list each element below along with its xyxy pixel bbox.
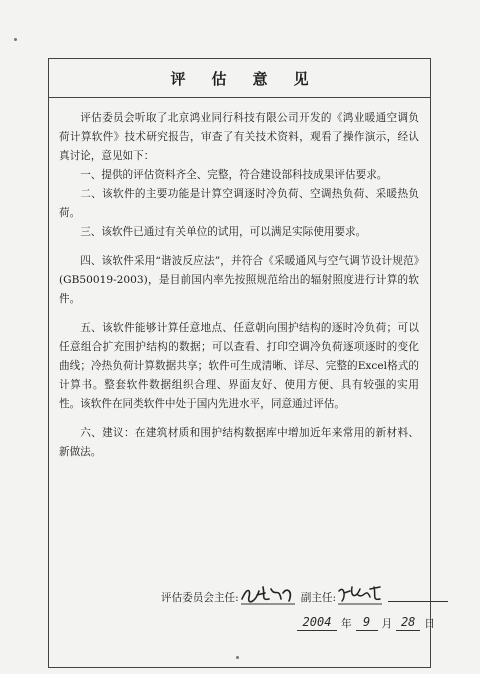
paragraph-6: 六、建议：在建筑材质和围护结构数据库中增加近年来常用的新材料、新做法。 [59, 427, 419, 458]
vice-chair-label: 副主任: [300, 592, 337, 604]
date-day-unit: 日 [424, 618, 435, 630]
signature-block [49, 571, 435, 661]
paragraph-1: 一、提供的评估资料齐全、完整，符合建设部科技成果评估要求。 [80, 169, 388, 181]
scan-speck [14, 38, 17, 41]
chair-label: 评估委员会主任: [161, 592, 239, 604]
date-day: 28 [396, 614, 420, 631]
paragraph-intro: 评估委员会听取了北京鸿业同行科技有限公司开发的《鸿业暖通空调负荷计算软件》技术研究报告，审查了有关技术资料，观看了操作演示，经认真讨论，意见如下： [59, 112, 419, 162]
paragraph-3: 三、该软件已通过有关单位的试用，可以满足实际使用要求。 [80, 226, 367, 238]
date-row [297, 609, 435, 631]
chair-signature-image [239, 583, 297, 605]
paragraph-2: 二、该软件的主要功能是计算空调逐时冷负荷、空调热负荷、采暖热负荷。 [59, 188, 419, 219]
opinion-body [59, 109, 419, 462]
document-title: 评估意见 [170, 69, 335, 88]
signature-row [161, 581, 448, 605]
signature-blank-line [388, 600, 448, 602]
date-month: 9 [356, 614, 378, 631]
date-year-unit: 年 [341, 618, 352, 630]
date-year: 2004 [297, 614, 337, 631]
title-row [49, 59, 430, 98]
date-month-unit: 月 [381, 618, 393, 630]
vice-chair-signature-image [336, 583, 384, 605]
paragraph-5: 五、该软件能够计算任意地点、任意朝向围护结构的逐时冷负荷；可以任意组合扩充围护结构的数据；可以查看、打印空调冷负荷逐项逐时的变化曲线；冷热负荷计算数据共享；软件可生成清晰、详尽、完整的Excel格式的计算书。整套软件数据组织合理、界面友好、使用方便、具有较强的实用性。该软件在同类软件中处于国内先进水平，同意通过评估。 [59, 322, 419, 410]
evaluation-form-frame [48, 58, 435, 668]
paragraph-4: 四、该软件采用“谐波反应法”，并符合《采暖通风与空气调节设计规范》(GB50019-2003)，是目前国内率先按照规范给出的辐射照度进行计算的软件。 [59, 255, 419, 305]
